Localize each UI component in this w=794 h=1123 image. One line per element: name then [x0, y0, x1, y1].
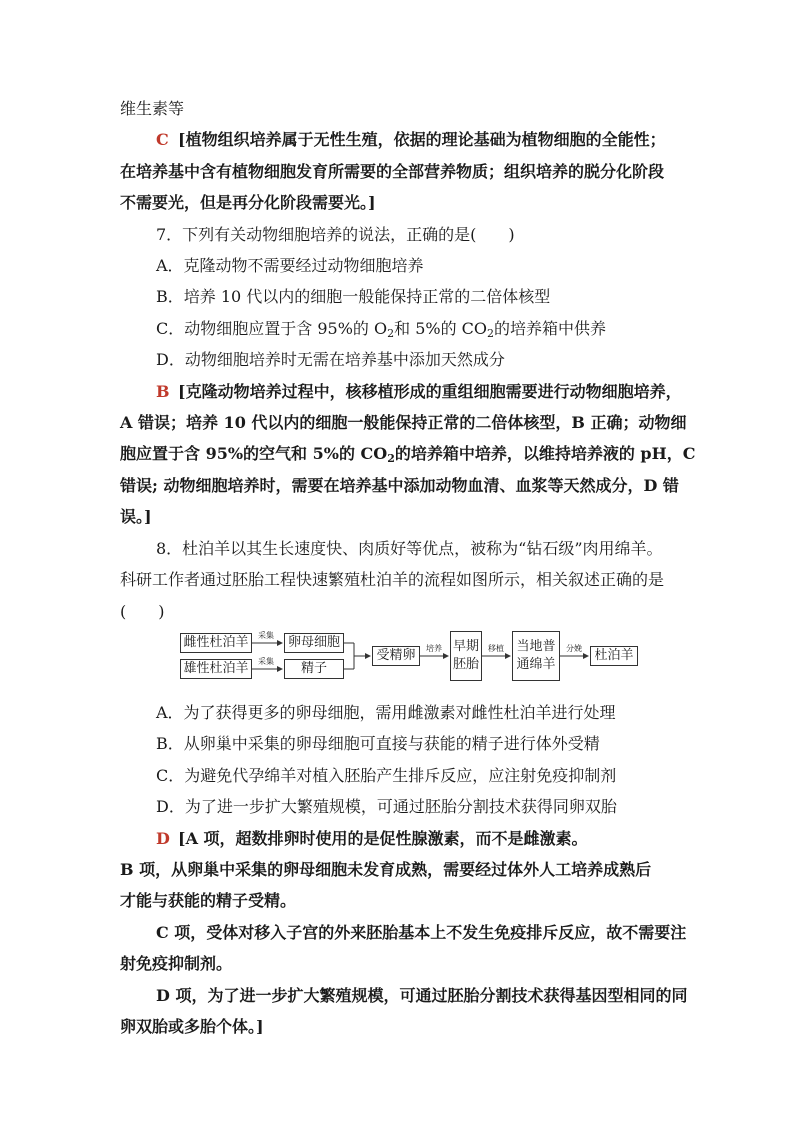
- male-sheep-box: 雄性杜泊羊: [180, 659, 252, 679]
- q8-explanation-7: 卵双胎或多胎个体。]: [120, 1016, 264, 1036]
- q7-explanation-2: A 错误；培养 10 代以内的细胞一般能保持正常的二倍体核型，B 正确；动物细: [120, 413, 687, 433]
- q8-stem-3: ( ): [120, 601, 165, 621]
- q8-explanation-1: [A 项，超数排卵时使用的是促性腺激素，而不是雌激素。: [178, 828, 588, 848]
- collect-label-1: 采集: [258, 630, 274, 640]
- q8-explanation-4: C 项，受体对移入子宫的外来胚胎基本上不发生免疫排斥反应，故不需要注: [156, 922, 687, 942]
- q6-explanation-1: [植物组织培养属于无性生殖，依据的理论基础为植物细胞的全能性；: [178, 130, 666, 150]
- early-embryo-box: [450, 631, 482, 681]
- oocyte-box: 卵母细胞: [284, 633, 344, 653]
- q7-c-subscript: 2: [387, 326, 395, 340]
- q8-explanation-2: B 项，从卵巢中采集的卵母细胞未发育成熟，需要经过体外人工培养成熟后: [120, 859, 652, 879]
- q7-option-a: A．克隆动物不需要经过动物细胞培养: [156, 256, 424, 276]
- q7-option-b: B．培养 10 代以内的细胞一般能保持正常的二倍体核型: [156, 287, 551, 307]
- q8-explanation: [120, 823, 678, 854]
- q7-stem: 7．下列有关动物细胞培养的说法，正确的是( ): [156, 224, 515, 244]
- q7-option-d: D．动物细胞培养时无需在培养基中添加天然成分: [156, 350, 505, 370]
- q8-stem-2: 科研工作者通过胚胎工程快速繁殖杜泊羊的流程如图所示，相关叙述正确的是: [120, 570, 665, 590]
- q7-exp3-text: 胞应置于含 95%的空气和 5%的 CO: [120, 444, 388, 464]
- q8-option-c: C．为避免代孕绵羊对植入胚胎产生排斥反应，应注射免疫抑制剂: [156, 765, 617, 785]
- dorper-box: 杜泊羊: [590, 646, 638, 666]
- q7-explanation-1: [克隆动物培养过程中，核移植形成的重组细胞需要进行动物细胞培养，: [178, 381, 682, 401]
- q7-explanation: [120, 376, 682, 407]
- birth-label: 分娩: [566, 643, 582, 653]
- q7-answer: B: [156, 381, 170, 401]
- q6-explanation-3: 不需要光，但是再分化阶段需要光。]: [120, 193, 376, 213]
- transfer-label: 移植: [488, 643, 504, 653]
- sperm-box: 精子: [284, 659, 344, 679]
- q7-c-text: 的培养箱中供养: [494, 318, 607, 338]
- local-sheep-box: [512, 631, 560, 681]
- q7-explanation-5: 误。]: [120, 507, 152, 527]
- q8-stem-1: 8．杜泊羊以其生长速度快、肉质好等优点，被称为“钻石级”肉用绵羊。: [156, 538, 663, 558]
- flow-diagram: [180, 631, 640, 691]
- q8-explanation-5: 射免疫抑制剂。: [120, 954, 233, 974]
- q8-option-d: D．为了进一步扩大繁殖规模，可通过胚胎分割技术获得同卵双胎: [156, 797, 617, 817]
- local-sheep-line-1: 当地普: [516, 638, 556, 654]
- q8-explanation-6: D 项，为了进一步扩大繁殖规模，可通过胚胎分割技术获得基因型相同的同: [156, 985, 688, 1005]
- early-embryo-line-1: 早期: [452, 638, 479, 654]
- q7-exp3-text: 的培养箱中培养，以维持培养液的 pH，C: [394, 444, 696, 464]
- q7-c-text: C．动物细胞应置于含 95%的 O: [156, 318, 388, 338]
- document-page: [120, 93, 696, 1042]
- female-sheep-box: 雌性杜泊羊: [180, 633, 252, 653]
- q7-option-c: [120, 313, 678, 344]
- q7-c-text: 和 5%的 CO: [394, 318, 488, 338]
- early-embryo-line-2: 胚胎: [452, 656, 479, 672]
- q6-explanation: [120, 124, 678, 155]
- zygote-box: 受精卵: [372, 646, 420, 666]
- q6-answer: C: [156, 130, 169, 150]
- q8-answer: D: [156, 828, 170, 848]
- q6-explanation-2: 在培养基中含有植物细胞发育所需要的全部营养物质；组织培养的脱分化阶段: [120, 161, 665, 181]
- text-line: 维生素等: [120, 99, 185, 118]
- q8-option-a: A．为了获得更多的卵母细胞，需用雌激素对雌性杜泊羊进行处理: [156, 702, 616, 722]
- culture-label: 培养: [426, 643, 442, 653]
- q7-explanation-3: [120, 438, 696, 469]
- local-sheep-line-2: 通绵羊: [516, 656, 556, 672]
- q7-explanation-4: 错误; 动物细胞培养时，需要在培养基中添加动物血清、血浆等天然成分，D 错: [120, 475, 679, 495]
- q7-c-subscript: 2: [487, 326, 495, 340]
- q7-exp3-subscript: 2: [387, 452, 395, 466]
- collect-label-2: 采集: [258, 656, 274, 666]
- q8-explanation-3: 才能与获能的精子受精。: [120, 891, 297, 911]
- q8-option-b: B．从卵巢中采集的卵母细胞可直接与获能的精子进行体外受精: [156, 734, 600, 754]
